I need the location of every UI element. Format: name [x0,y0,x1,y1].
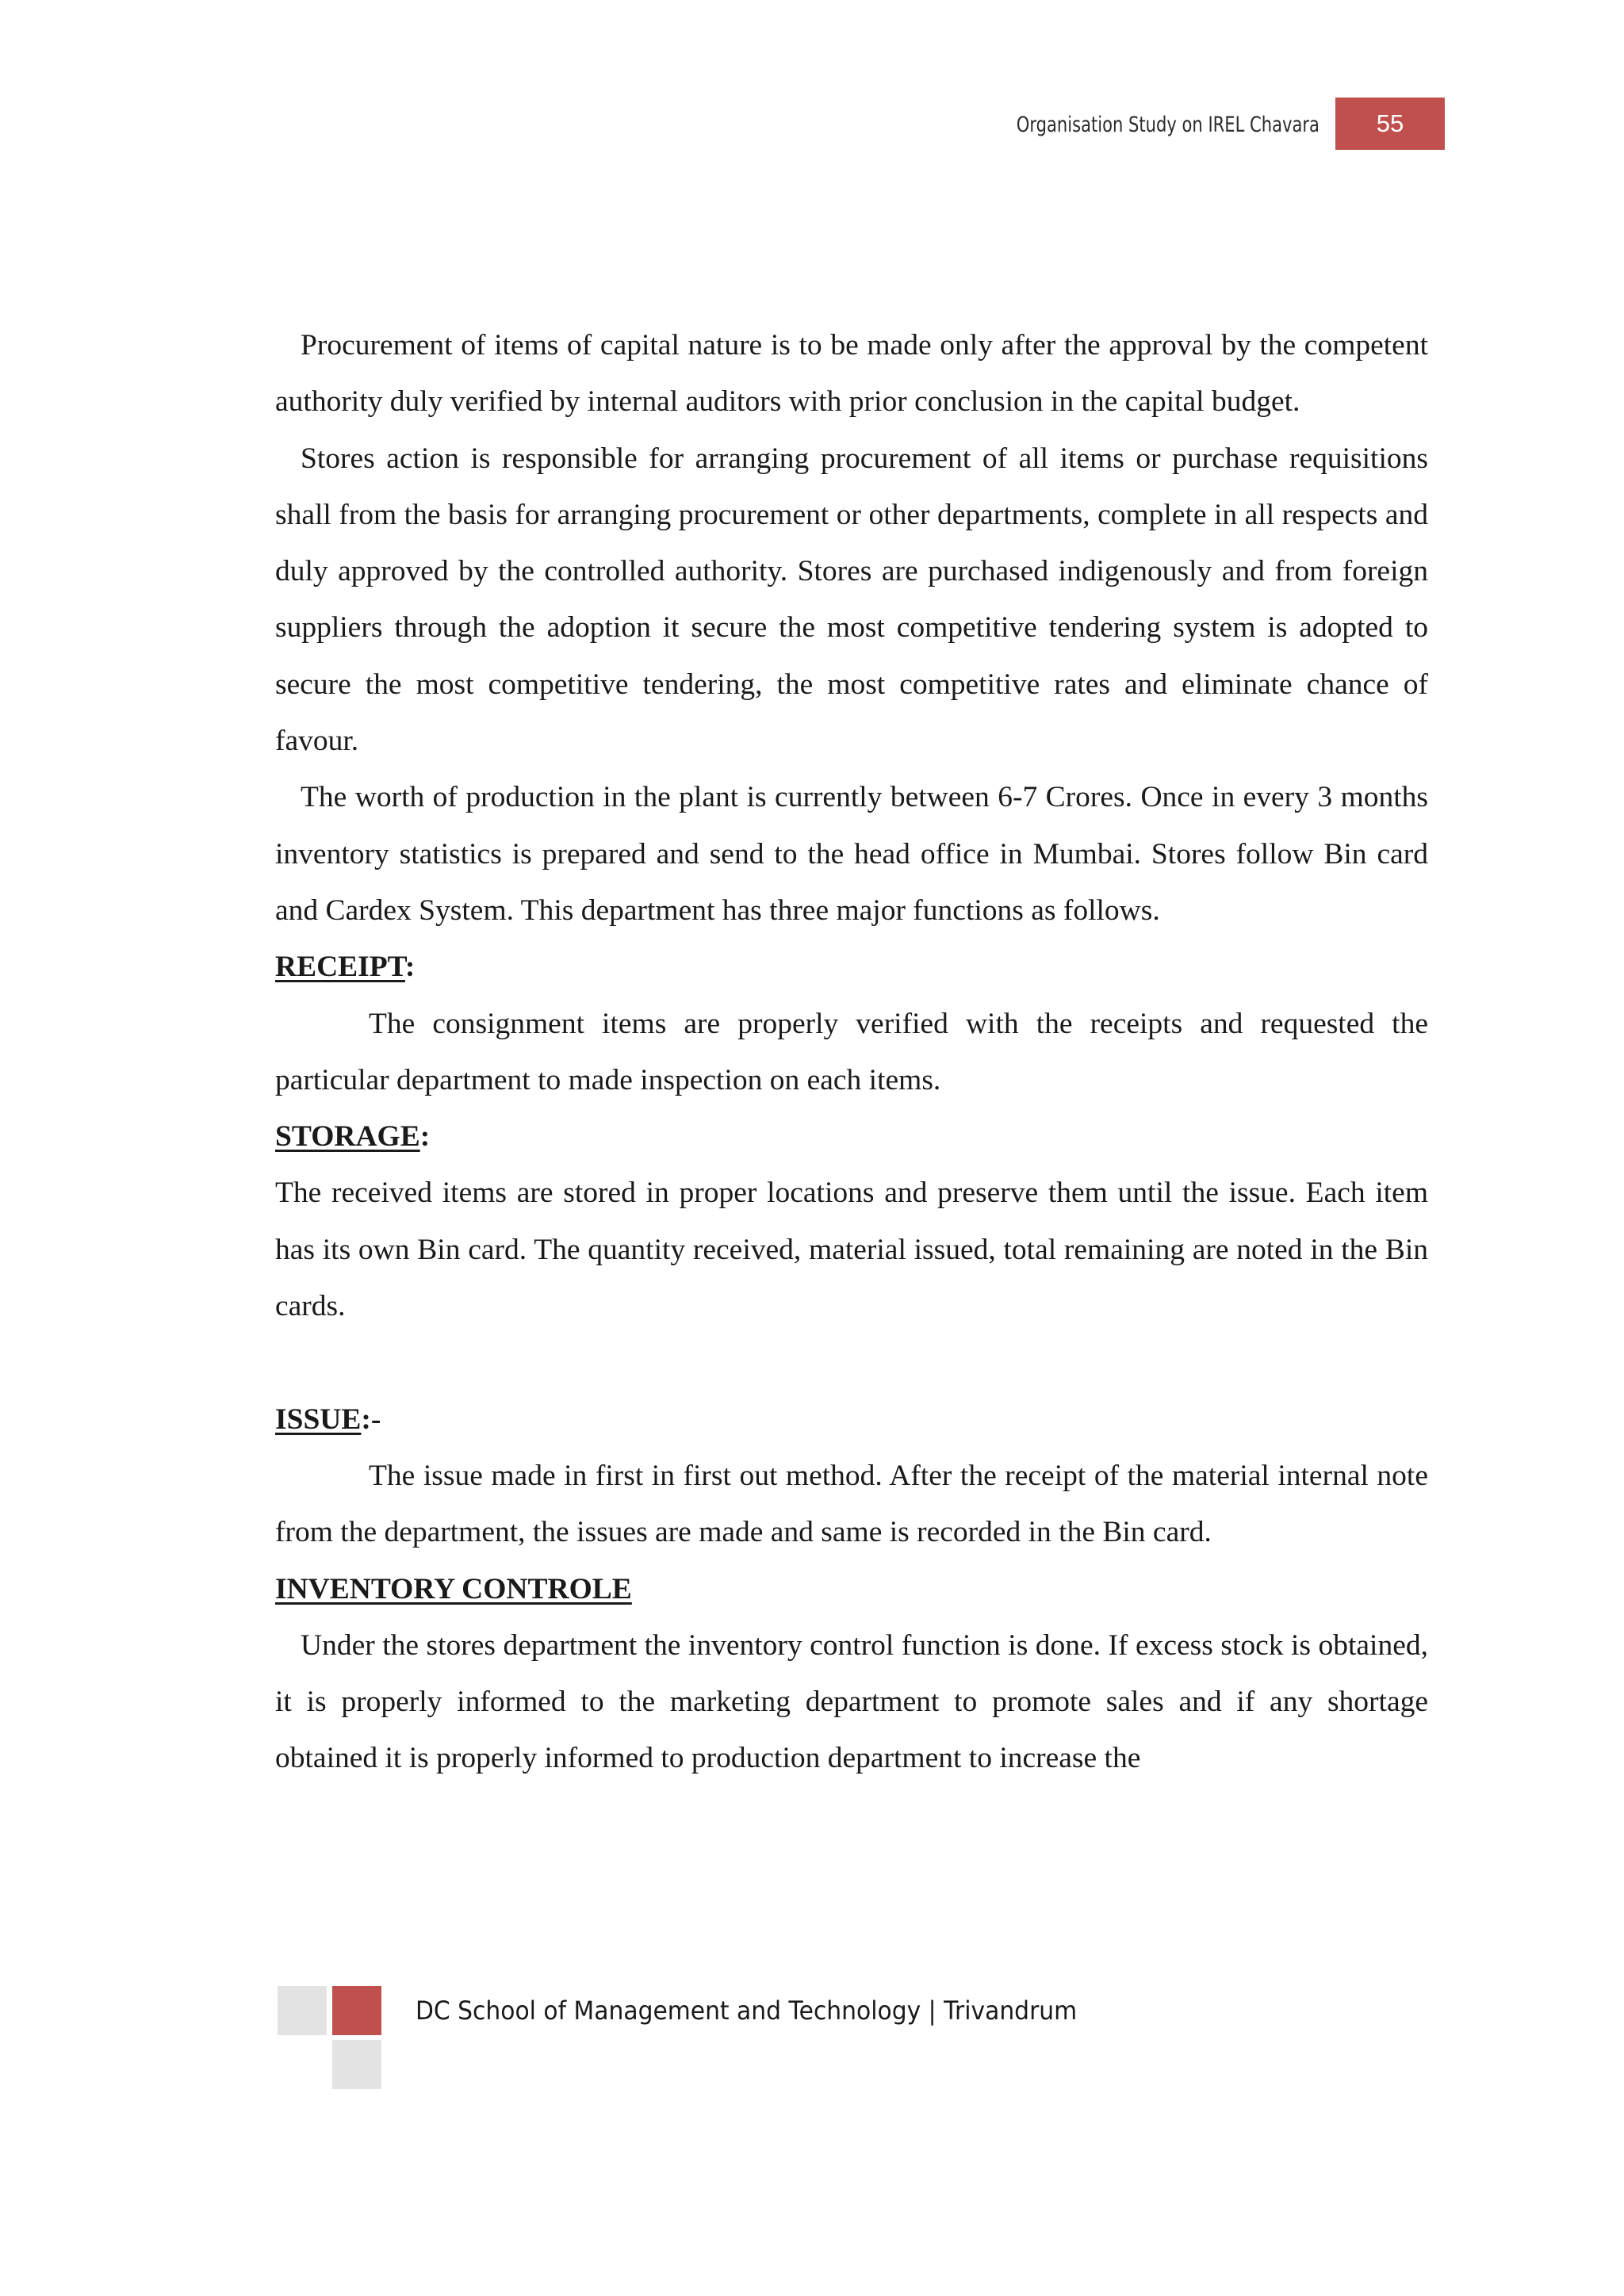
footer-grey-square-lower-icon [332,2040,381,2089]
paragraph-receipt: The consignment items are properly verified with the receipts and requested the particular department to made inspection on each items. [275,1007,1428,1096]
paragraph-storage: The received items are stored in proper locations and preserve them until the issue. Each item has its own Bin card. The quantity received, material issued, total remaining are noted in the Bin cards. [275,1177,1428,1323]
inventory-control-heading [275,1561,1428,1617]
footer-red-square-icon [332,1986,381,2035]
footer-grey-square-icon [278,1986,327,2035]
issue-heading-label: ISSUE [275,1402,362,1436]
paragraph-production-worth: The worth of production in the plant is currently between 6-7 Crores. Once in every 3 months inventory statistics is prepared and send to the head office in Mumbai. Stores follow Bin card and Cardex System. This department has three major functions as follows. [275,781,1428,927]
inventory-control-heading-label: INVENTORY CONTROLE [275,1572,632,1605]
blank-line [275,1334,1428,1391]
header-title: Organisation Study on IREL Chavara [1016,113,1320,137]
page-body [275,317,1428,1787]
storage-heading-colon: : [419,1120,431,1154]
issue-heading [275,1391,1428,1448]
receipt-heading-colon: : [404,951,416,984]
page-footer [278,1986,1229,2089]
paragraph-inventory-control: Under the stores department the inventory control function is done. If excess stock is obtained, it is properly informed to the marketing department to promote sales and if any shortage obtained it is properly informed to production department to increase the [275,1628,1428,1775]
page-header [983,98,1445,150]
footer-institution: DC School of Management and Technology | Trivandrum [416,1996,1078,2026]
issue-heading-suffix: :- [361,1402,381,1436]
storage-heading [275,1108,1428,1165]
paragraph-stores-action: Stores action is responsible for arranging procurement of all items or purchase requisitions shall from the basis for arranging procurement or other departments, complete in all respects and duly approved by the controlled authority. Stores are purchased indigenously and from foreign suppliers through the adoption it secure the most competitive tendering system is adopted to secure the most competitive tendering, the most competitive rates and eliminate chance of favour. [275,442,1428,758]
page-number: 55 [1335,98,1445,150]
storage-heading-label: STORAGE [275,1120,420,1154]
paragraph-capital-procurement: Procurement of items of capital nature is to be made only after the approval by the competent authority duly verified by internal auditors with prior conclusion in the capital budget. [275,329,1428,419]
receipt-heading-label: RECEIPT [275,951,405,984]
receipt-heading [275,939,1428,995]
paragraph-issue: The issue made in first in first out method. After the receipt of the material internal note from the department, the issues are made and same is recorded in the Bin card. [275,1459,1428,1549]
